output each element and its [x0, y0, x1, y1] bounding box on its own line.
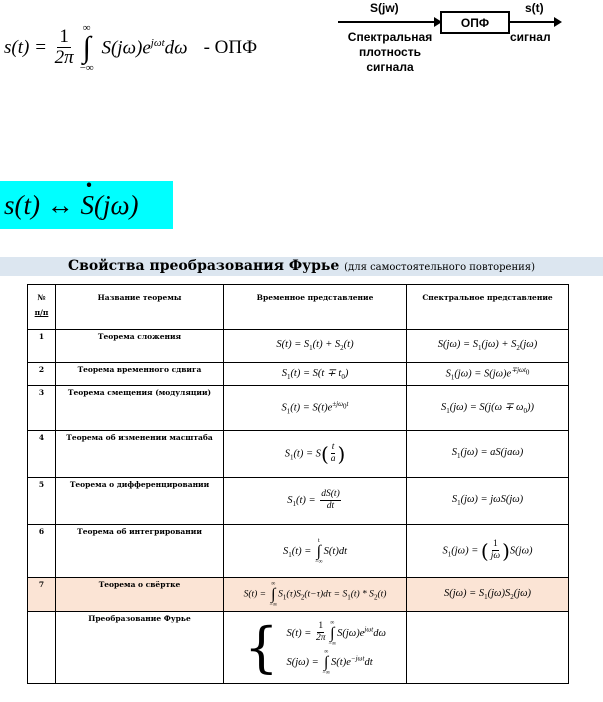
table-row	[28, 386, 569, 431]
row-time-formula: $S_1(t)$ = t ∫ −∞ S(t)dt	[224, 525, 407, 578]
row-name: Теорема об изменении масштаба	[56, 431, 224, 478]
row-name: Преобразование Фурье	[56, 612, 224, 684]
section-title	[0, 257, 603, 277]
row-time-formula: { S(t) = $\frac{1}{2\pi}$ ∞ ∫ −∞ $S(j\omega)e^{j\omega t}d\omega$ S(jω) = ∞ ∫ −∞ $S(t)e^{-j\omega t}dt$	[224, 612, 407, 684]
row-time-formula: $S_1(t)$ = $\frac{dS(t)}{dt}$	[224, 478, 407, 525]
row-num: 5	[28, 478, 56, 525]
row-name: Теорема о дифференцировании	[56, 478, 224, 525]
row-name: Теорема о свёртке	[56, 578, 224, 612]
row-spectrum-empty	[407, 612, 569, 684]
input-signal-label: S(jw)	[370, 1, 399, 15]
row-spectrum-formula: $S(j\omega) = S_1(j\omega) + S_2(j\omega)$	[407, 330, 569, 363]
table-row-highlighted	[28, 578, 569, 612]
output-signal-label: s(t)	[525, 1, 544, 15]
header-spectrum: Спектральное представление	[407, 285, 569, 330]
row-num: 3	[28, 386, 56, 431]
table-header-row	[28, 285, 569, 330]
fourier-pair-highlight: s(t) ↔ · S (jω)	[0, 181, 173, 229]
row-spectrum-formula: $S_1(j\omega) = aS(ja\omega)$	[407, 431, 569, 478]
row-time-formula: $S_1(t) = S(t)e^{\pm j\omega_0t}$	[224, 386, 407, 431]
table-row	[28, 525, 569, 578]
row-time-formula: $S(t) = S_1(t) + S_2(t)$	[224, 330, 407, 363]
header-num	[28, 285, 56, 330]
row-num	[28, 612, 56, 684]
output-caption: сигнал	[510, 30, 551, 44]
input-caption: Спектральная плотность сигнала	[347, 30, 433, 74]
section-title-note: (для самостоятельного повторения)	[344, 262, 535, 273]
row-num: 1	[28, 330, 56, 363]
row-time-formula: $S_1(t) = S$( $\frac{t}{a}$ )	[224, 431, 407, 478]
output-arrow	[510, 21, 560, 23]
row-spectrum-formula: $S_1(j\omega) = j\omega S(j\omega)$	[407, 478, 569, 525]
table-row	[28, 431, 569, 478]
row-spectrum-formula: $S_1(j\omega) = S(j(\omega \mp \omega_0))$	[407, 386, 569, 431]
header-num-line2: п/п	[34, 308, 49, 317]
table-row	[28, 478, 569, 525]
header-name: Название теоремы	[56, 285, 224, 330]
opf-block-label: ОПФ	[460, 15, 490, 30]
row-name: Теорема смещения (модуляции)	[56, 386, 224, 431]
row-num: 7	[28, 578, 56, 612]
input-arrow	[338, 21, 440, 23]
opf-label: - ОПФ	[203, 37, 258, 58]
table-row	[28, 363, 569, 386]
fourier-properties-table	[27, 284, 569, 684]
header-time: Временное представление	[224, 285, 407, 330]
row-spectrum-formula: $S(j\omega) = S_1(j\omega)S_2(j\omega)$	[407, 578, 569, 612]
section-title-main: Свойства преобразования Фурье	[67, 258, 340, 274]
table-row	[28, 330, 569, 363]
row-time-formula: S(t) = ∞ ∫ −∞ $S_1(\tau)S_2(t-\tau)d\tau = S_1(t) * S_2(t)$	[224, 578, 407, 612]
inverse-fourier-formula: s(t) = $\frac{1}{2\pi}$ ∞ ∫ −∞ $S(j\omega)e^{j\omega t}d\omega$ - ОПФ	[4, 22, 258, 74]
row-name: Теорема сложения	[56, 330, 224, 363]
row-name: Теорема об интегрировании	[56, 525, 224, 578]
row-name: Теорема временного сдвига	[56, 363, 224, 386]
row-time-formula: $S_1(t) = S(t \mp t_0)$	[224, 363, 407, 386]
row-num: 6	[28, 525, 56, 578]
row-num: 4	[28, 431, 56, 478]
row-spectrum-formula: $S_1(j\omega)$ = ( $\frac{1}{j\omega}$ )S(jω)	[407, 525, 569, 578]
header-num-line1: №	[37, 293, 46, 302]
opf-block	[440, 11, 510, 34]
table-row	[28, 612, 569, 684]
row-num: 2	[28, 363, 56, 386]
row-spectrum-formula: $S_1(j\omega) = S(j\omega)e^{\mp j\omega t_0}$	[407, 363, 569, 386]
